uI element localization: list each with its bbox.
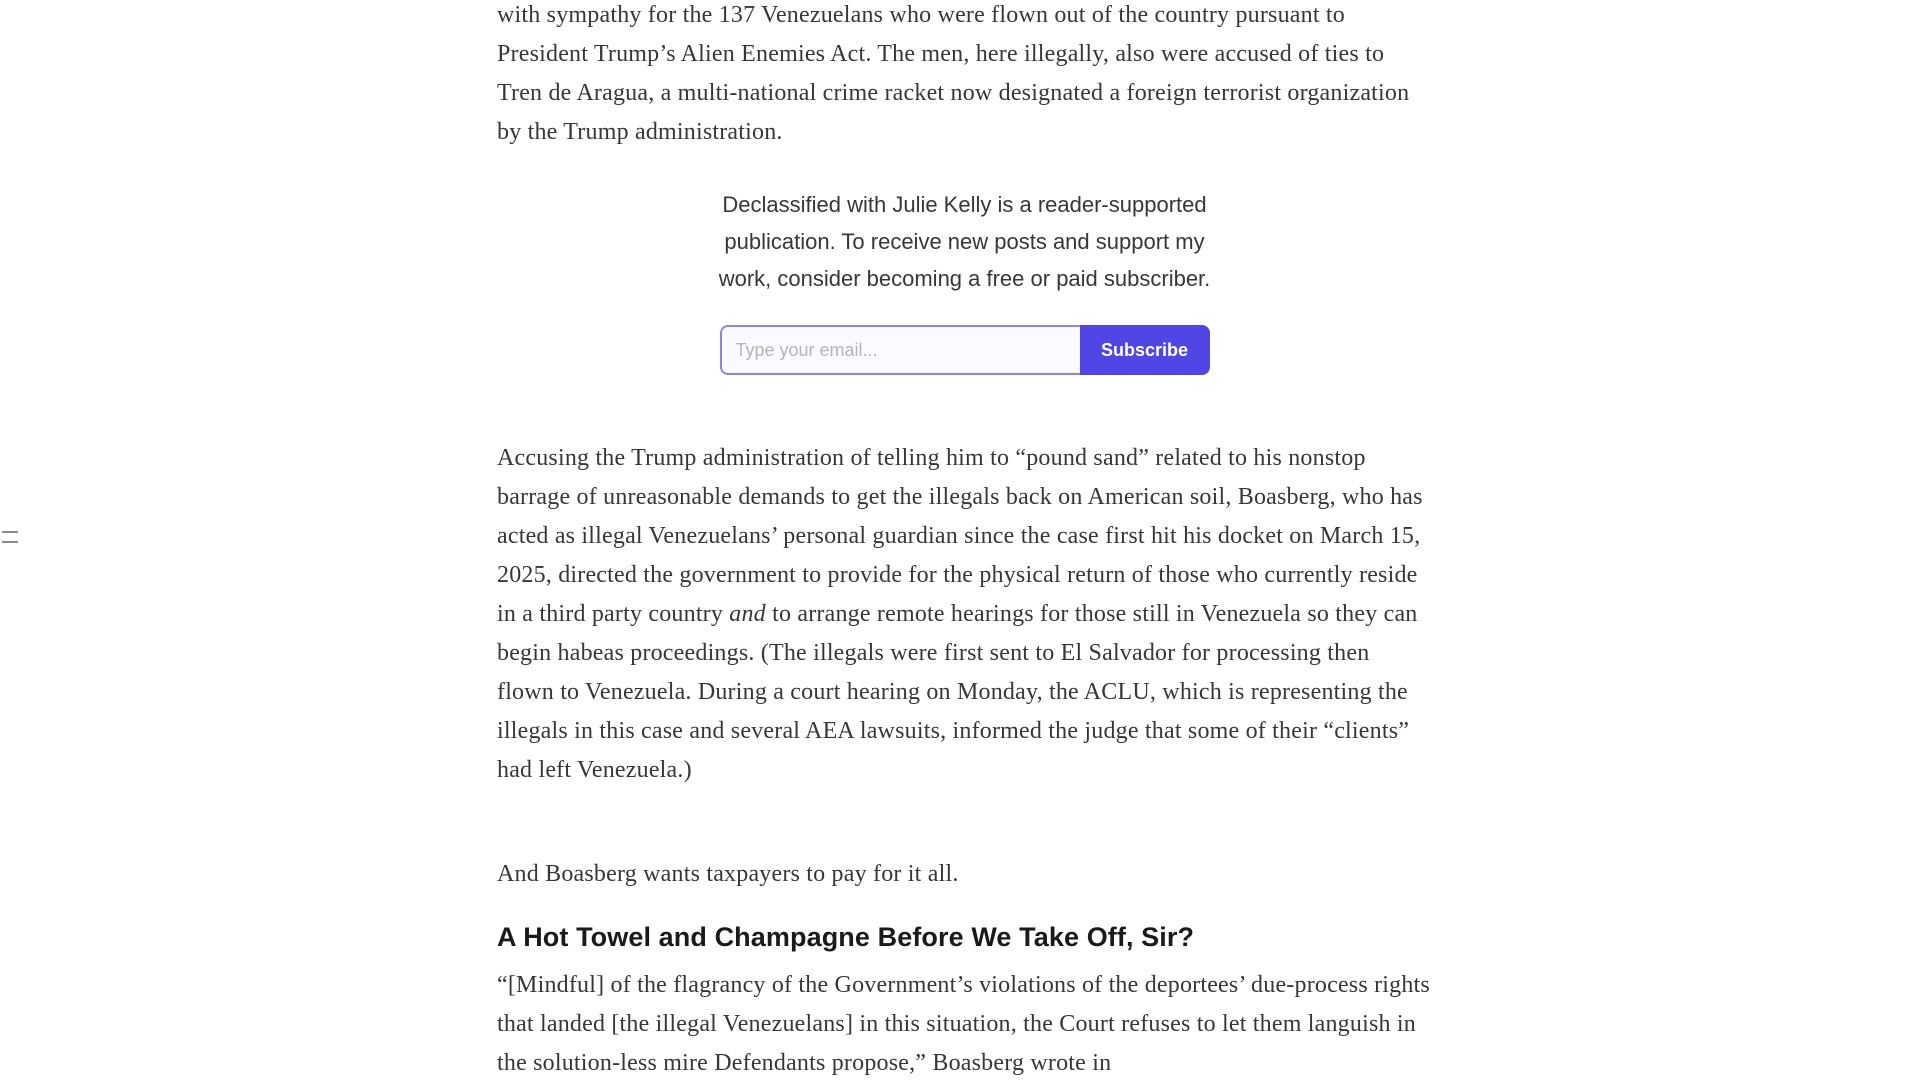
subscribe-widget bbox=[497, 186, 1432, 375]
article-paragraph bbox=[497, 439, 1432, 790]
article-paragraph: “[Mindful] of the flagrancy of the Government’s violations of the deportees’ due-process rights that landed [the illegal Venezuelans] in this situation, the Court refuses to let them languish in the solution-less mire Defendants propose,” Boasberg wrote in bbox=[497, 972, 1430, 1076]
subscribe-button[interactable]: Subscribe bbox=[1080, 325, 1210, 375]
article-paragraph: with sympathy for the 137 Venezuelans who were flown out of the country pursuant to President Trump’s Alien Enemies Act. The men, here illegally, also were accused of ties to Tren de Aragua, a multi-national crime racket now designated a foreign terrorist organization by the Trump administration. bbox=[497, 2, 1410, 145]
paragraph-text: to arrange remote hearings for those still in Venezuela so they can begin habeas proceedings. (The illegals were first sent to El Salvador for processing then flown to Venezuela. During a court hearing on Monday, the ACLU, which is representing the illegals in this case and several AEA lawsuits, informed the judge that some of their “clients” had left Venezuela.) bbox=[497, 601, 1418, 783]
italic-text: and bbox=[729, 601, 766, 627]
menu-line bbox=[2, 531, 18, 533]
subscribe-form bbox=[720, 325, 1210, 375]
paragraph-text: Accusing the Trump administration of telling him to “pound sand” related to his nonstop barrage of unreasonable demands to get the illegals back on American soil, Boasberg, who has acted as illegal Venezuelans’ personal guardian since the case first hit his docket on March 15, 2025, directed the government to provide for the physical return of those who currently reside in a third party country bbox=[497, 445, 1423, 627]
article-paragraph: And Boasberg wants taxpayers to pay for it all. bbox=[497, 861, 959, 887]
menu-line bbox=[2, 541, 18, 543]
menu-lines-icon[interactable] bbox=[2, 531, 18, 555]
email-input[interactable] bbox=[720, 325, 1080, 375]
subscribe-text: Declassified with Julie Kelly is a reader-supported publication. To receive new posts and support my work, consider becoming a free or paid subscriber. bbox=[718, 192, 1211, 291]
section-heading: A Hot Towel and Champagne Before We Take Off, Sir? bbox=[497, 922, 1195, 952]
